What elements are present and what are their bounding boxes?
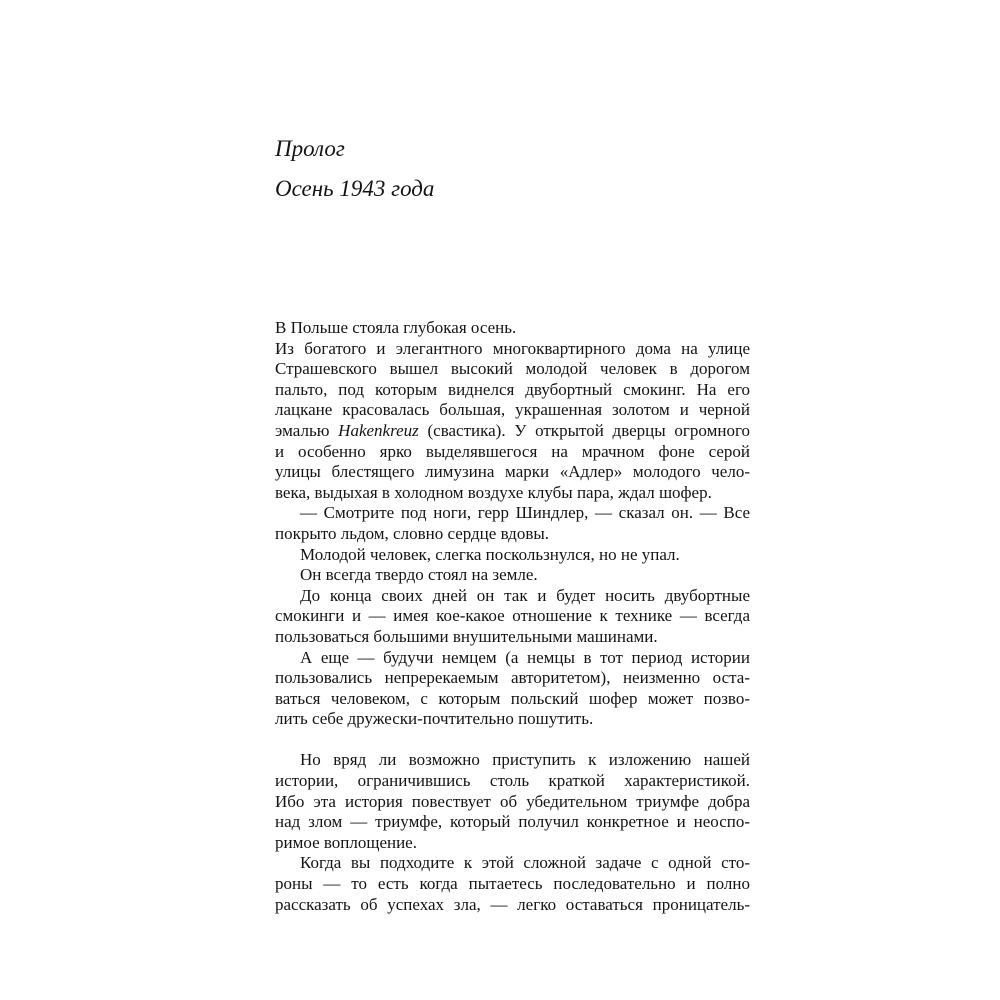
text-line: пальто, под которым виднелся двубортный смокинг. На его	[275, 379, 750, 399]
text-line: покрыто льдом, словно сердце вдовы.	[275, 523, 550, 543]
italic-term: Hakenkreuz	[338, 420, 419, 440]
text-line: лацкане красовалась большая, украшенная золотом и черной	[275, 400, 750, 420]
text-segment: эмалью	[275, 420, 339, 440]
text-line: В Польше стояла глубокая осень.	[275, 318, 517, 337]
text-line: А еще — будучи немцем (а немцы в тот период истории	[300, 647, 750, 667]
text-line: Страшевского вышел высокий молодой человек в дорогом	[275, 359, 750, 379]
text-line: До конца своих дней он так и будет носить двубортные	[300, 585, 750, 605]
paragraph-break	[275, 730, 750, 751]
text-line: Из богатого и элегантного многоквартирного дома на улице	[275, 338, 750, 358]
text-line: рассказать об успехах зла, — легко оставаться проницатель-	[275, 894, 750, 914]
text-line: роны — то есть когда пытаетесь последовательно и полно	[275, 874, 750, 894]
text-line: Ибо эта история повествует об убедительном триумфе добра	[275, 791, 750, 811]
text-line: и особенно ярко выделявшегося на мрачном фоне серой	[275, 441, 750, 461]
chapter-subtitle-date: Осень 1943 года	[275, 176, 435, 201]
text-line: римое воплощение.	[275, 832, 417, 852]
text-line: пользовались непререкаемым авторитетом), неизменно оста-	[275, 668, 750, 688]
text-line: лить себе дружески-почтительно пошутить.	[275, 709, 594, 729]
text-segment: (свастика). У открытой дверцы огромного	[418, 420, 750, 440]
text-line: Он всегда твердо стоял на земле.	[300, 565, 538, 585]
text-line: истории, ограничившись столь краткой характеристикой.	[275, 771, 750, 791]
text-line: века, выдыхая в холодном воздухе клубы пара, ждал шофер.	[275, 482, 712, 502]
text-line: Когда вы подходите к этой сложной задаче с одной сто-	[300, 853, 750, 873]
text-line: улицы блестящего лимузина марки «Адлер» молодого чело-	[275, 462, 750, 482]
text-line: ваться человеком, с которым польский шофер может позво-	[275, 688, 750, 708]
book-page	[275, 0, 750, 1000]
text-line: над злом — триумфе, который получил конкретное и неоспо-	[275, 812, 750, 832]
text-line: смокинги и — имея кое-какое отношение к технике — всегда	[275, 606, 750, 626]
body-text	[275, 318, 750, 915]
text-line: — Смотрите под ноги, герр Шиндлер, — сказал он. — Все	[300, 503, 750, 523]
text-line: Молодой человек, слегка поскользнулся, но не упал.	[300, 544, 680, 564]
text-line: Но вряд ли возможно приступить к изложению нашей	[300, 750, 750, 770]
text-line	[275, 421, 750, 442]
text-line: пользоваться большими внушительными машинами.	[275, 626, 658, 646]
chapter-title: Пролог	[275, 136, 345, 161]
